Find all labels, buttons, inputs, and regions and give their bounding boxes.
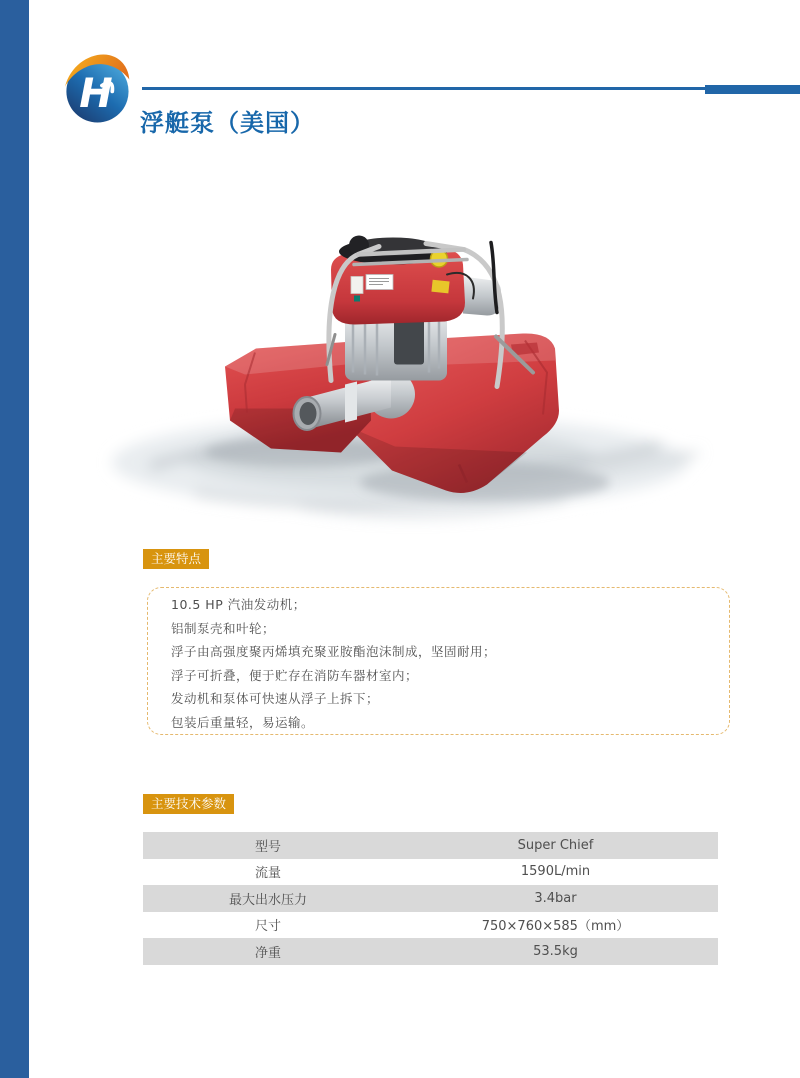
floating-pump-illustration <box>95 212 715 537</box>
header-rule-thin <box>142 87 705 90</box>
feature-item: 10.5 HP 汽油发动机； <box>171 597 306 612</box>
spec-value: 53.5kg <box>533 943 578 959</box>
spec-row <box>143 859 718 886</box>
specs-table <box>143 832 718 965</box>
feature-item: 浮子可折叠，便于贮存在消防车器材室内； <box>171 667 419 683</box>
spec-label: 最大出水压力 <box>228 892 307 908</box>
header-rule-thick <box>705 85 800 94</box>
product-image <box>95 212 715 537</box>
spec-value: 3.4bar <box>534 890 577 906</box>
feature-item: 发动机和泵体可快速从浮子上拆下； <box>171 691 380 707</box>
caution-label <box>431 280 449 294</box>
spec-label: 流量 <box>254 866 281 882</box>
spec-row <box>143 912 718 939</box>
features-badge: 主要特点 <box>143 549 209 569</box>
specs-badge: 主要技术参数 <box>143 794 234 814</box>
svg-text:H: H <box>79 70 113 117</box>
spec-row <box>143 832 718 859</box>
left-accent-strip <box>0 0 29 1078</box>
spec-value: 750×760×585（mm） <box>481 919 630 935</box>
warning-label <box>351 277 363 294</box>
feature-item: 包装后重量轻，易运输。 <box>171 714 315 730</box>
spec-row <box>143 938 718 965</box>
spec-label: 尺寸 <box>254 919 281 935</box>
page-title: 浮艇泵（美国） <box>140 109 315 137</box>
spec-label: 净重 <box>254 945 281 961</box>
brand-sticker <box>354 296 360 302</box>
spec-row <box>143 885 718 912</box>
brand-logo-icon <box>59 50 133 124</box>
feature-item: 浮子由高强度聚丙烯填充聚亚胺酯泡沫制成，坚固耐用； <box>171 644 497 660</box>
features-box <box>147 587 730 735</box>
brand-logo <box>59 50 133 124</box>
spec-value: Super Chief <box>517 837 594 853</box>
spec-label: 型号 <box>254 839 281 855</box>
spec-value: 1590L/min <box>520 864 591 880</box>
feature-item: 铝制泵壳和叶轮； <box>171 620 276 636</box>
